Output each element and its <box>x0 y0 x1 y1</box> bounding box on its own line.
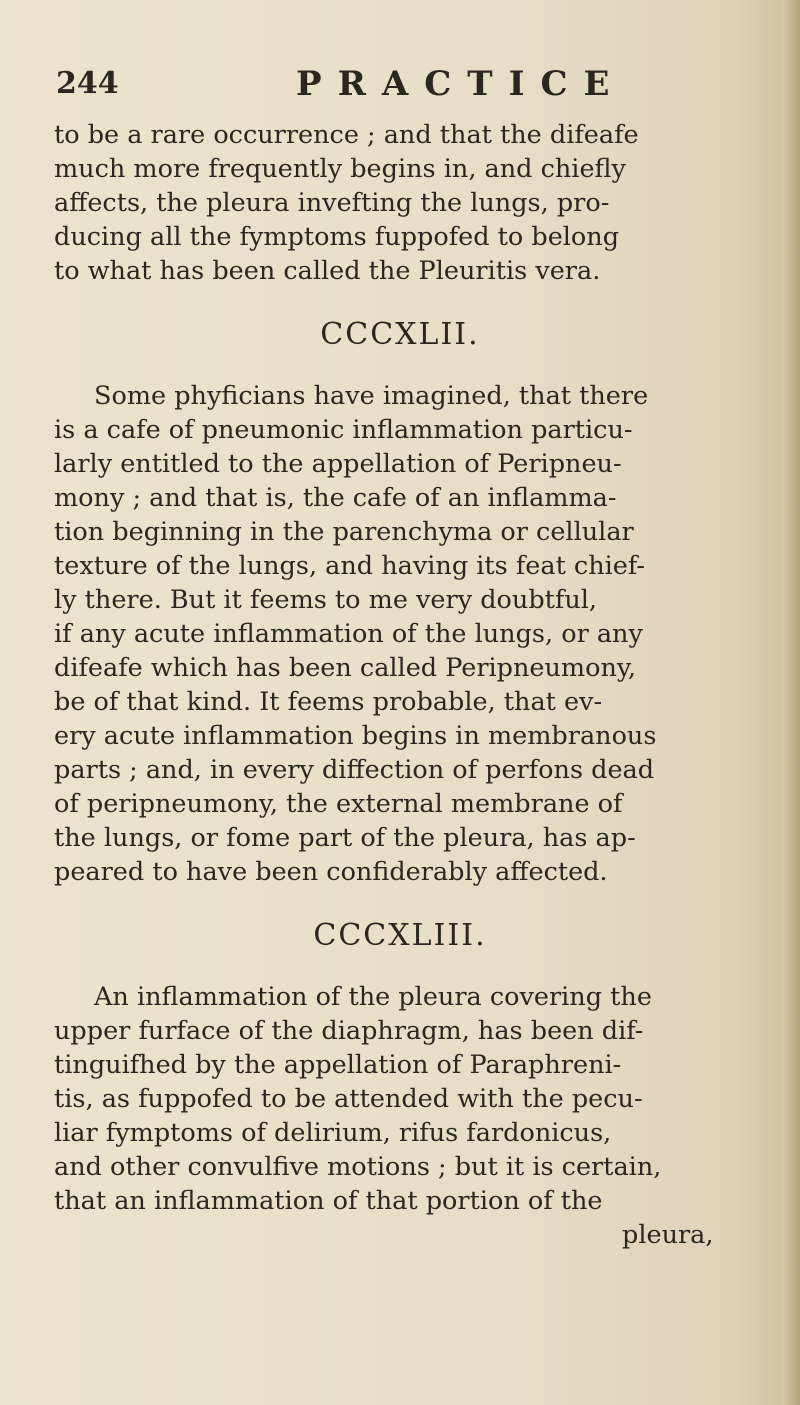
text-line: tis, as fuppofed to be attended with the pecu- <box>54 1084 643 1114</box>
text-line: ly there. But it feems to me very doubtful, <box>54 585 598 615</box>
text-line: mony ; and that is, the cafe of an inflamma- <box>54 483 617 513</box>
text-line: the lungs, or fome part of the pleura, has ap- <box>54 823 636 853</box>
catchword: pleura, <box>622 1220 714 1250</box>
section-heading: CCCXLII. <box>320 317 480 352</box>
text-line: tinguifhed by the appellation of Paraphreni- <box>54 1050 622 1080</box>
text-line: larly entitled to the appellation of Peripneu- <box>54 449 622 479</box>
text-line: parts ; and, in every diffection of perfons dead <box>54 755 655 785</box>
page-number: 244 <box>56 66 119 101</box>
running-head: PRACTICE <box>296 64 626 104</box>
text-line: if any acute inflammation of the lungs, or any <box>54 619 643 649</box>
text-line: liar fymptoms of delirium, rifus fardonicus, <box>54 1118 612 1148</box>
text-line: texture of the lungs, and having its feat chief- <box>54 551 646 581</box>
text-line: An inflammation of the pleura covering the <box>94 982 652 1012</box>
text-line: to what has been called the Pleuritis vera. <box>54 256 601 286</box>
text-line: and other convulfive motions ; but it is certain, <box>54 1152 662 1182</box>
text-line: much more frequently begins in, and chiefly <box>54 154 626 184</box>
text-line: that an inflammation of that portion of the <box>54 1186 603 1216</box>
text-line: ery acute inflammation begins in membranous <box>54 721 657 751</box>
text-line: is a cafe of pneumonic inflammation particu- <box>54 415 633 445</box>
section-heading: CCCXLIII. <box>313 918 487 953</box>
page-header <box>56 66 756 116</box>
page-edge <box>782 0 800 1405</box>
text-line: upper furface of the diaphragm, has been dif- <box>54 1016 644 1046</box>
text-line: peared to have been confiderably affected. <box>54 857 608 887</box>
text-line: tion beginning in the parenchyma or cellular <box>54 517 634 547</box>
text-line: difeafe which has been called Peripneumony, <box>54 653 637 683</box>
text-line: affects, the pleura invefting the lungs, pro- <box>54 188 610 218</box>
text-line: to be a rare occurrence ; and that the difeafe <box>54 120 639 150</box>
text-line: ducing all the fymptoms fuppofed to belong <box>54 222 620 252</box>
text-line: of peripneumony, the external membrane of <box>54 789 623 819</box>
text-line: be of that kind. It feems probable, that ev- <box>54 687 603 717</box>
text-line: Some phyficians have imagined, that there <box>94 381 649 411</box>
